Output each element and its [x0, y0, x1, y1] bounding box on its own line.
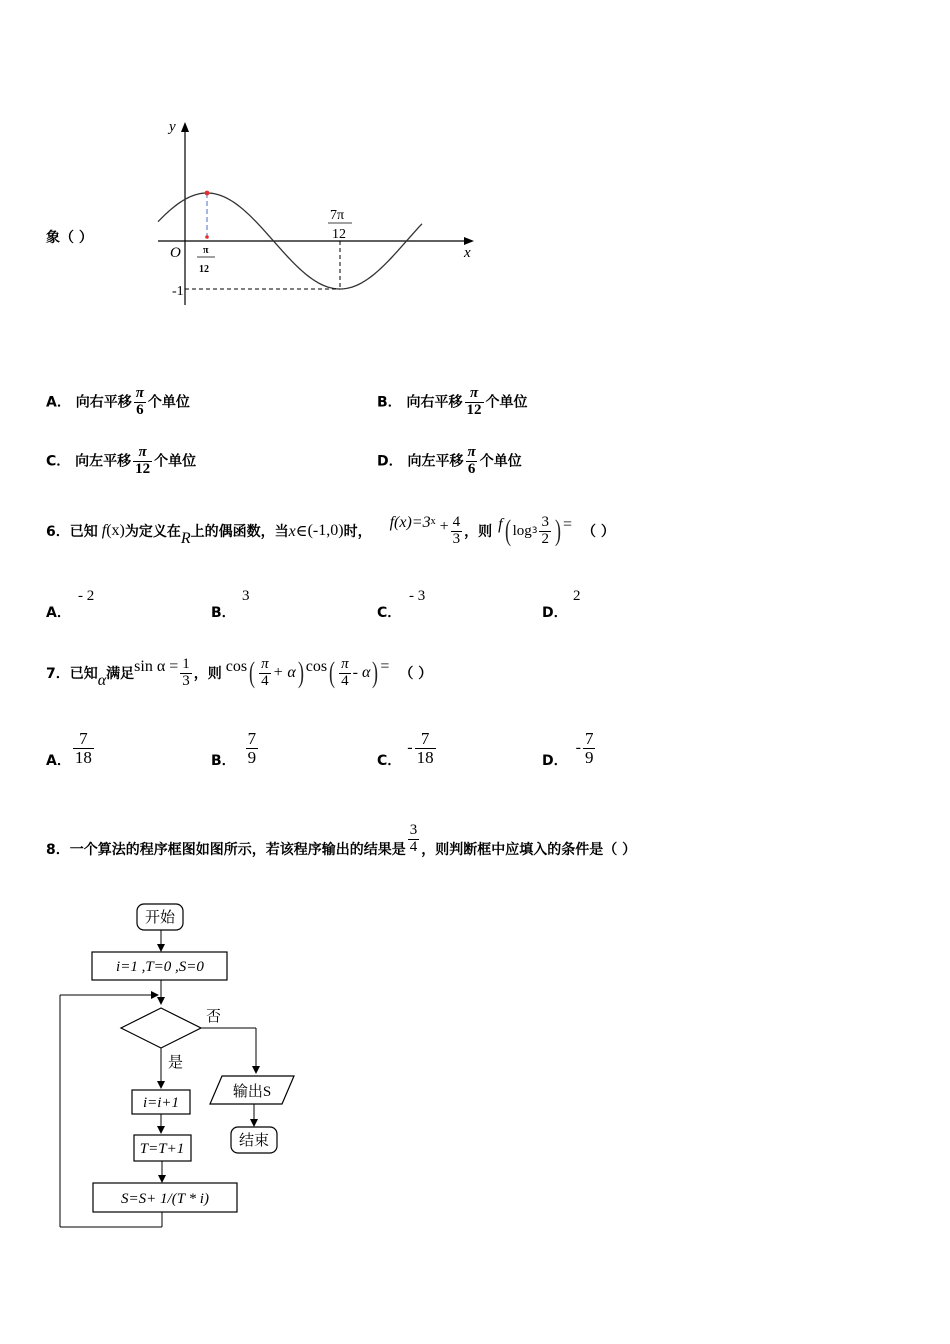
q7-option-d[interactable]: D． - $\frac{7}{9}$ — [542, 729, 594, 770]
q5-option-c[interactable]: C． 向左平移 $\frac{\pi}{12}$ 个单位 — [46, 444, 197, 477]
sine-graph — [150, 115, 490, 315]
x-axis-arrow — [464, 237, 474, 245]
q5-option-d[interactable]: D． 向左平移 $\frac{\pi}{6}$ 个单位 — [377, 444, 522, 477]
x-tick-2-den: 12 — [332, 227, 346, 242]
q6-option-b[interactable]: B． — [211, 605, 236, 621]
q7-option-c[interactable]: C． - $\frac{7}{18}$ — [377, 729, 434, 770]
q6-option-c-value: - 3 — [409, 588, 426, 604]
q6-option-d[interactable]: D． — [542, 605, 568, 621]
x-tick-1-num: π — [203, 245, 209, 256]
q6-option-c[interactable]: C． — [377, 605, 402, 621]
step-t-label: T=T+1 — [139, 1141, 185, 1157]
q6-option-b-value: 3 — [242, 588, 250, 604]
q7-option-b[interactable]: B． $\frac{7}{9}$ — [211, 729, 257, 770]
q5-stem-tail: 象（ ） — [46, 230, 93, 246]
origin-label: O — [170, 245, 181, 261]
q6-option-a[interactable]: A． — [46, 605, 71, 621]
end-label: 结束 — [238, 1133, 270, 1149]
y-axis-label: y — [169, 119, 176, 135]
q6-option-d-value: 2 — [573, 588, 581, 604]
flowchart — [50, 895, 310, 1235]
q8-stem: 8．一个算法的程序框图如图所示，若该程序输出的结果是 $\frac{3}{4}$ ，则判断框中应填入的条件是（ ） — [46, 821, 637, 858]
output-label: 输出S — [232, 1084, 272, 1100]
y-axis-arrow — [181, 122, 189, 132]
q7-stem: 7．已知 α 满足 sin α = $\frac{1}{3}$ ，则 cos ( $\frac{\pi}{4}$ + α ) cos ( $\frac{\pi}{4}$ - α ) = （ ） — [46, 655, 433, 689]
start-label: 开始 — [144, 910, 176, 926]
q5-option-b[interactable]: B． 向右平移 $\frac{\pi}{12}$ 个单位 — [377, 385, 528, 418]
yes-label: 是 — [168, 1055, 184, 1071]
tick-point — [205, 235, 209, 239]
q6-stem: 6．已知 f (x) 为定义在 R 上的偶函数，当 x∈ (-1,0) 时， f(x)=3 $^x$ + $\frac{4}{3}$ ，则 f ( log 3 $\frac{3}{2}$ ) = （ ） — [46, 513, 615, 547]
step-i-label: i=i+1 — [142, 1095, 180, 1111]
x-axis-label: x — [464, 245, 471, 261]
decision-diamond — [121, 1008, 201, 1048]
no-label: 否 — [206, 1009, 222, 1025]
q6-option-a-value: - 2 — [78, 588, 95, 604]
x-tick-1-den: 12 — [199, 264, 209, 275]
x-tick-2-num: 7π — [330, 208, 345, 223]
q5-option-a[interactable]: A． 向右平移 $\frac{\pi}{6}$ 个单位 — [46, 385, 190, 418]
step-s-label: S=S+ 1/(T * i) — [121, 1191, 209, 1207]
max-point — [205, 191, 210, 196]
y-tick-label: -1 — [172, 284, 184, 299]
init-label: i=1 ,T=0 ,S=0 — [116, 959, 204, 975]
q7-option-a[interactable]: A． $\frac{7}{18}$ — [46, 729, 92, 770]
